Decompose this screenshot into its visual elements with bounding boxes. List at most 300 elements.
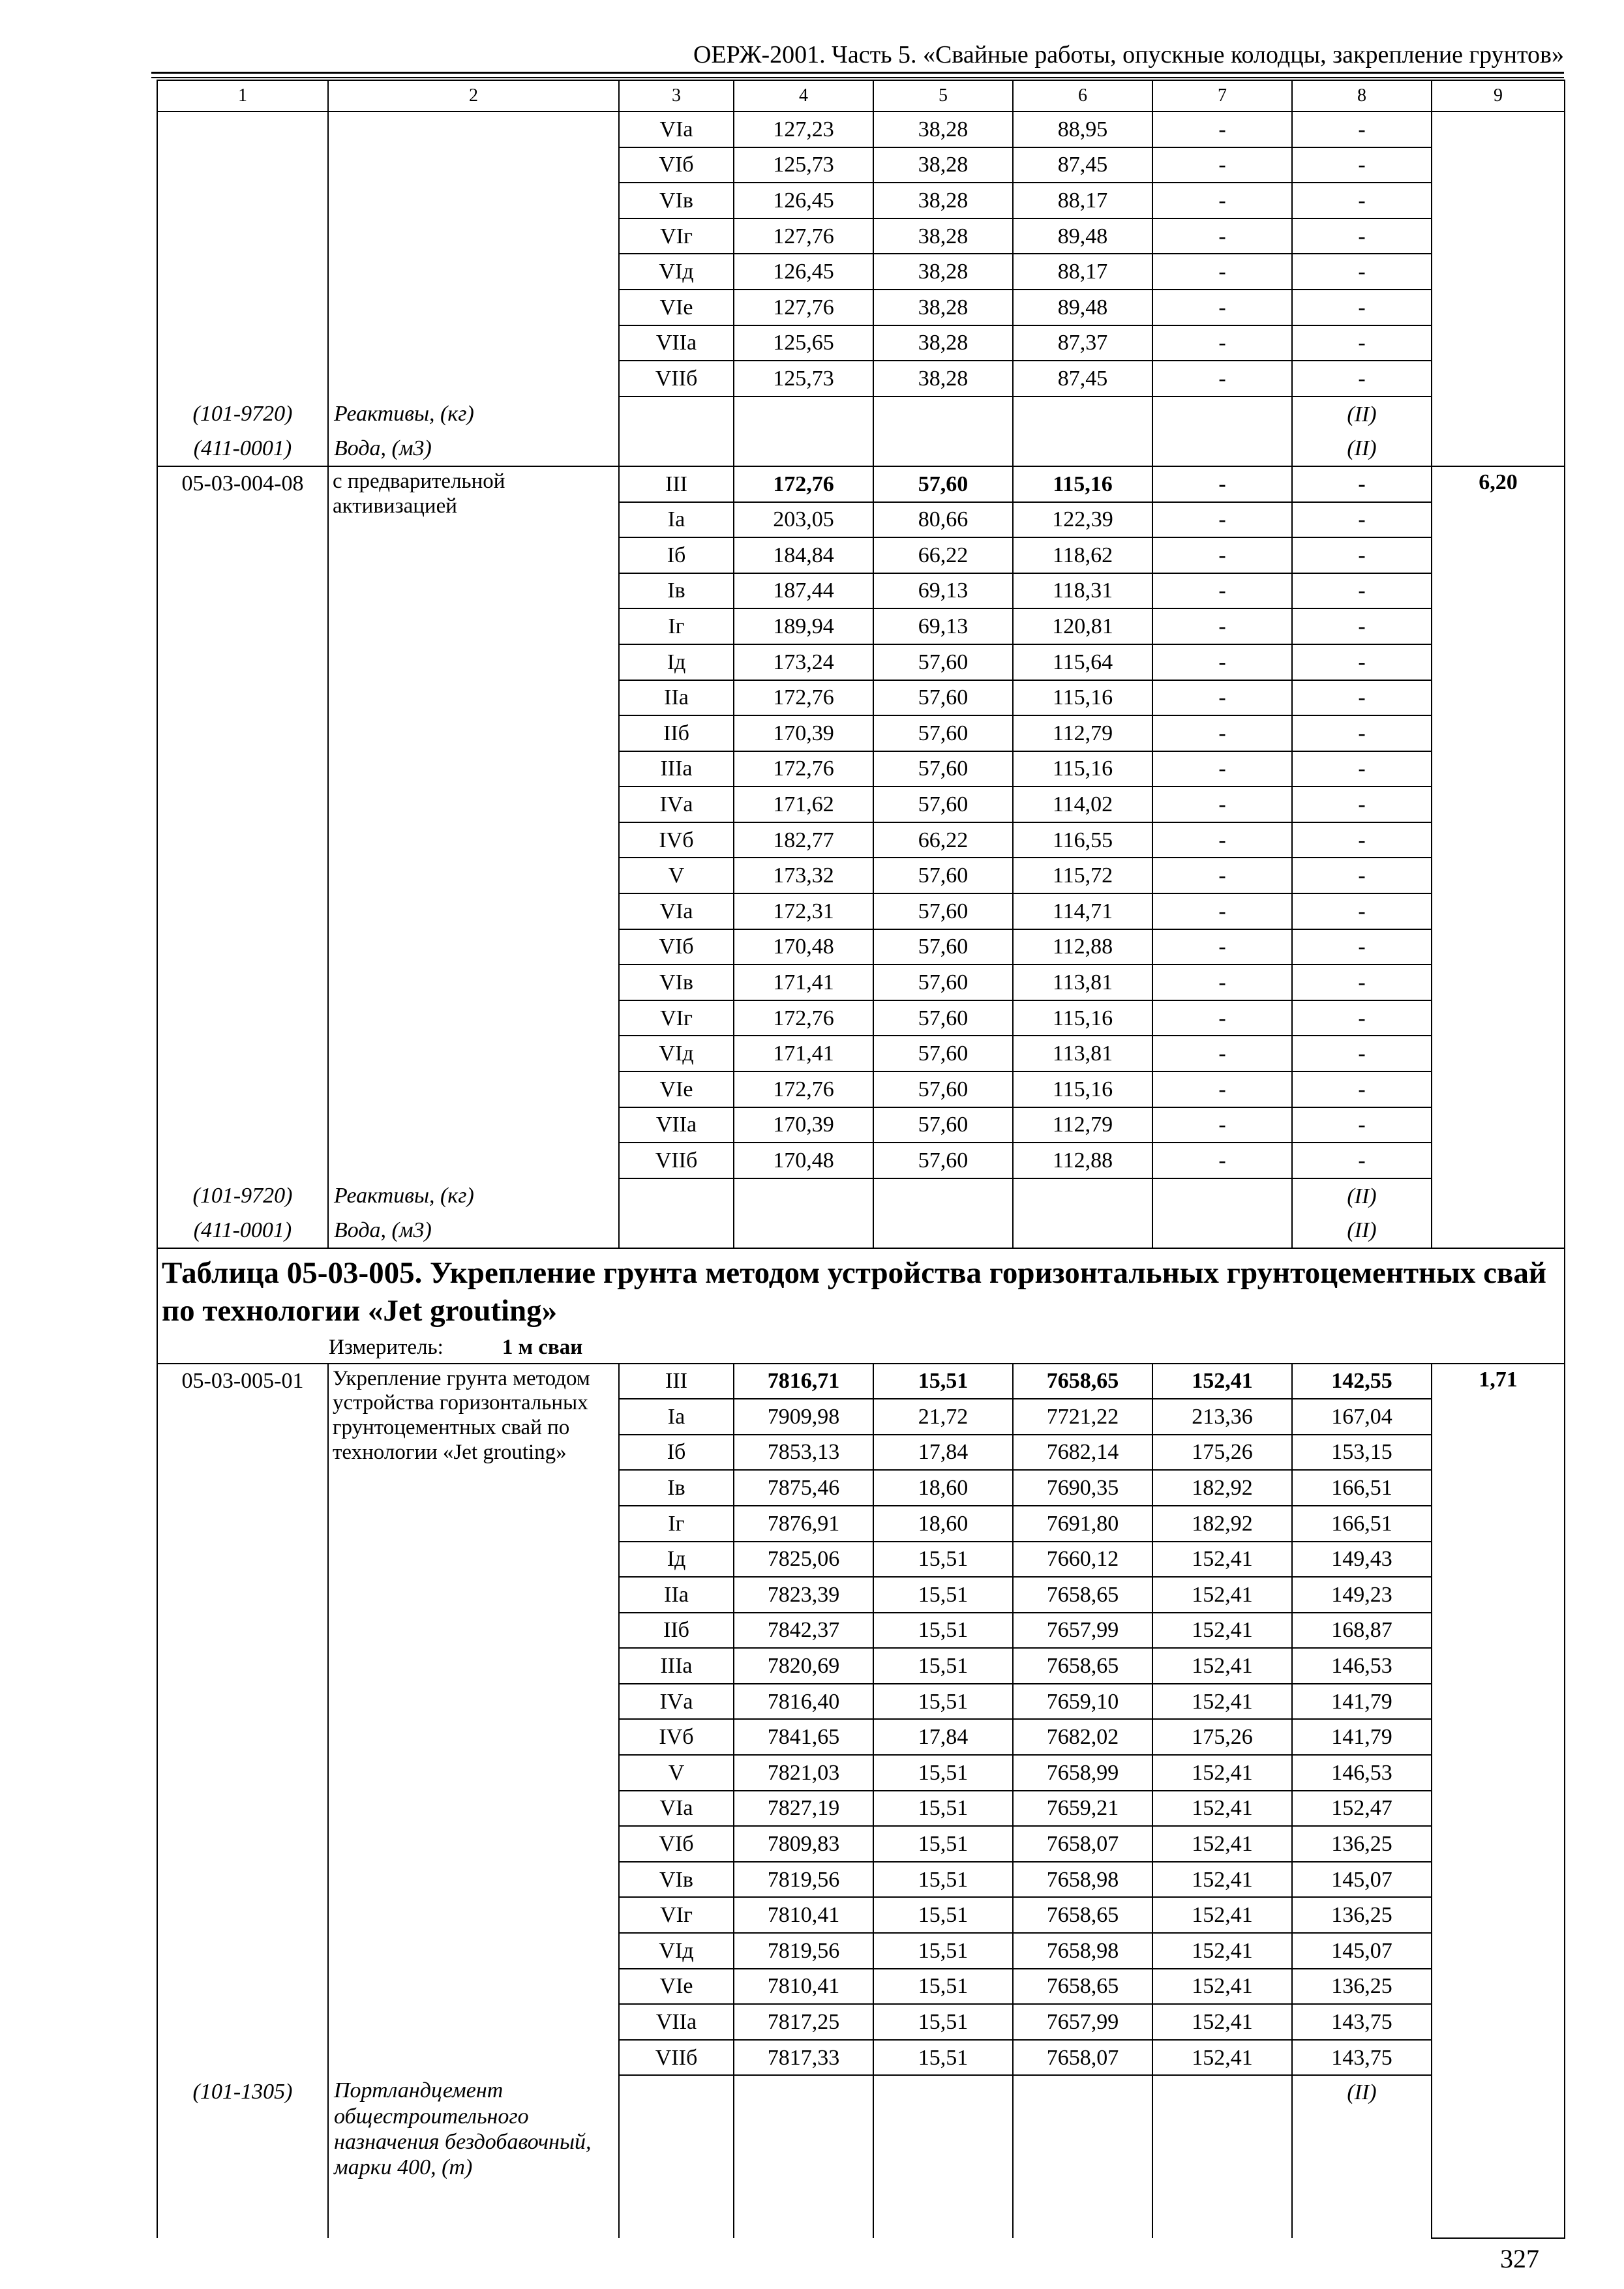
value-cell: - (1292, 254, 1432, 290)
measure (158, 1336, 1564, 1360)
region-cell: III (619, 1364, 734, 1399)
value-cell: 57,60 (873, 751, 1013, 787)
value-cell: 152,41 (1152, 1613, 1292, 1649)
value-cell: 57,60 (873, 786, 1013, 822)
value-cell: 38,28 (873, 290, 1013, 325)
value-cell: 168,87 (1292, 1613, 1432, 1649)
material-mark: (II) (1292, 396, 1432, 432)
value-cell: 7876,91 (734, 1506, 873, 1542)
region-cell: III (619, 466, 734, 502)
value-cell: 7817,33 (734, 2040, 873, 2076)
material-mark: (II) (1292, 1178, 1432, 1214)
value-cell: 184,84 (734, 537, 873, 573)
value-cell: 38,28 (873, 325, 1013, 361)
value-cell: 7816,40 (734, 1684, 873, 1720)
value-cell: 7825,06 (734, 1542, 873, 1578)
value-cell: 167,04 (1292, 1399, 1432, 1435)
value-cell: - (1152, 1071, 1292, 1107)
value-cell: 7841,65 (734, 1719, 873, 1755)
empty-cell (619, 2075, 734, 2238)
region-cell: V (619, 1755, 734, 1791)
value-cell: 149,23 (1292, 1577, 1432, 1613)
rate-row (157, 112, 1565, 147)
value-cell: 38,28 (873, 361, 1013, 396)
value-cell: 15,51 (873, 1577, 1013, 1613)
value-cell: 7810,41 (734, 1897, 873, 1933)
region-cell: VIб (619, 929, 734, 965)
value-cell: 17,84 (873, 1719, 1013, 1755)
empty-cell (1152, 2075, 1292, 2238)
value-cell: - (1152, 680, 1292, 716)
value-cell: 166,51 (1292, 1470, 1432, 1506)
value-cell: 172,76 (734, 751, 873, 787)
value-cell: 18,60 (873, 1506, 1013, 1542)
region-cell: IVа (619, 786, 734, 822)
value-cell: - (1292, 325, 1432, 361)
value-cell: - (1152, 325, 1292, 361)
region-cell: VIе (619, 1969, 734, 2005)
value-cell: 15,51 (873, 1755, 1013, 1791)
value-cell: 172,76 (734, 1071, 873, 1107)
material-mark: (II) (1292, 1213, 1432, 1248)
value-cell: - (1292, 644, 1432, 680)
value-cell: 7819,56 (734, 1862, 873, 1898)
value-cell: 172,76 (734, 1000, 873, 1036)
value-cell: 175,26 (1152, 1435, 1292, 1471)
value-cell: 38,28 (873, 218, 1013, 254)
value-cell: 182,92 (1152, 1470, 1292, 1506)
material-row (157, 2075, 1565, 2238)
value-cell: 115,16 (1013, 466, 1152, 502)
value-cell: 152,41 (1152, 1755, 1292, 1791)
value-cell: 66,22 (873, 537, 1013, 573)
region-cell: Iд (619, 1542, 734, 1578)
material-name: Вода, (м3) (328, 431, 619, 466)
value-cell: 89,48 (1013, 218, 1152, 254)
value-cell: - (1292, 680, 1432, 716)
value-cell: 112,88 (1013, 929, 1152, 965)
value-cell: - (1152, 1000, 1292, 1036)
value-cell: 7690,35 (1013, 1470, 1152, 1506)
value-cell: - (1152, 822, 1292, 858)
value-cell: 112,79 (1013, 715, 1152, 751)
value-cell: 57,60 (873, 644, 1013, 680)
labor-cost: 1,71 (1432, 1364, 1565, 2239)
value-cell: 57,60 (873, 965, 1013, 1000)
value-cell: - (1292, 183, 1432, 218)
value-cell: 7817,25 (734, 2004, 873, 2040)
rate-row (157, 466, 1565, 502)
value-cell: 170,48 (734, 1143, 873, 1178)
value-cell: 189,94 (734, 608, 873, 644)
material-row (157, 1178, 1565, 1214)
value-cell: - (1292, 893, 1432, 929)
empty-cell (873, 2075, 1013, 2238)
value-cell: 7658,65 (1013, 1364, 1152, 1399)
value-cell: 152,41 (1152, 1648, 1292, 1684)
value-cell: 7682,14 (1013, 1435, 1152, 1471)
material-mark: (II) (1292, 2075, 1432, 2238)
value-cell: 112,79 (1013, 1107, 1152, 1143)
value-cell: 152,41 (1152, 1364, 1292, 1399)
value-cell: 118,31 (1013, 573, 1152, 609)
region-cell: VIIб (619, 361, 734, 396)
value-cell: - (1292, 1000, 1432, 1036)
value-cell: 173,32 (734, 858, 873, 893)
region-cell: IVб (619, 1719, 734, 1755)
value-cell: 171,41 (734, 1036, 873, 1071)
empty-cell (734, 396, 873, 432)
rate-description: с предварительной активизацией (328, 466, 619, 1178)
value-cell: 7657,99 (1013, 2004, 1152, 2040)
value-cell: 66,22 (873, 822, 1013, 858)
value-cell: 115,16 (1013, 1000, 1152, 1036)
region-cell: Iа (619, 1399, 734, 1435)
value-cell: 7682,02 (1013, 1719, 1152, 1755)
value-cell: - (1152, 1036, 1292, 1071)
value-cell: 7657,99 (1013, 1613, 1152, 1649)
region-cell: VIа (619, 112, 734, 147)
material-row (157, 1213, 1565, 1248)
region-cell: IIIа (619, 751, 734, 787)
value-cell: 7721,22 (1013, 1399, 1152, 1435)
value-cell: 149,43 (1292, 1542, 1432, 1578)
value-cell: 152,41 (1152, 1542, 1292, 1578)
value-cell: 152,41 (1152, 1897, 1292, 1933)
page-number: 327 (1500, 2244, 1539, 2273)
column-number-row (157, 80, 1565, 112)
region-cell: IVб (619, 822, 734, 858)
region-cell: IIIа (619, 1648, 734, 1684)
value-cell: 38,28 (873, 183, 1013, 218)
value-cell: 171,62 (734, 786, 873, 822)
region-cell: VIб (619, 147, 734, 183)
measure-cell (157, 1333, 1565, 1364)
material-mark: (II) (1292, 431, 1432, 466)
value-cell: 114,71 (1013, 893, 1152, 929)
empty-cell (734, 431, 873, 466)
value-cell: 172,31 (734, 893, 873, 929)
value-cell: - (1152, 290, 1292, 325)
value-cell: 18,60 (873, 1470, 1013, 1506)
value-cell: 115,16 (1013, 751, 1152, 787)
value-cell: 7658,65 (1013, 1969, 1152, 2005)
rates-table (157, 80, 1565, 2239)
value-cell: 127,76 (734, 290, 873, 325)
value-cell: 57,60 (873, 1107, 1013, 1143)
labor-cost: 6,20 (1432, 466, 1565, 1248)
material-code: (101-9720) (157, 396, 328, 432)
column-number: 1 (157, 80, 328, 112)
value-cell: 57,60 (873, 1143, 1013, 1178)
value-cell: 38,28 (873, 254, 1013, 290)
value-cell: 141,79 (1292, 1719, 1432, 1755)
value-cell: 15,51 (873, 1684, 1013, 1720)
table-title-row (157, 1248, 1565, 1333)
value-cell: - (1292, 537, 1432, 573)
value-cell: 172,76 (734, 680, 873, 716)
value-cell: 187,44 (734, 573, 873, 609)
empty-cell (1152, 1213, 1292, 1248)
empty-cell (734, 2075, 873, 2238)
value-cell: - (1292, 573, 1432, 609)
column-number: 3 (619, 80, 734, 112)
value-cell: 170,48 (734, 929, 873, 965)
region-cell: VIв (619, 965, 734, 1000)
value-cell: 127,76 (734, 218, 873, 254)
value-cell: 152,41 (1152, 1684, 1292, 1720)
value-cell: 113,81 (1013, 1036, 1152, 1071)
empty-cell (1152, 431, 1292, 466)
value-cell: - (1292, 786, 1432, 822)
material-name: Вода, (м3) (328, 1213, 619, 1248)
value-cell: 57,60 (873, 893, 1013, 929)
empty-cell (873, 1213, 1013, 1248)
column-number: 6 (1013, 80, 1152, 112)
value-cell: 112,88 (1013, 1143, 1152, 1178)
value-cell: - (1292, 1071, 1432, 1107)
region-cell: VIд (619, 1036, 734, 1071)
value-cell: 115,16 (1013, 1071, 1152, 1107)
value-cell: 115,64 (1013, 644, 1152, 680)
value-cell: - (1292, 965, 1432, 1000)
value-cell: 136,25 (1292, 1969, 1432, 2005)
value-cell: 38,28 (873, 147, 1013, 183)
value-cell: - (1292, 218, 1432, 254)
measure-row (157, 1333, 1565, 1364)
value-cell: 15,51 (873, 1969, 1013, 2005)
value-cell: 15,51 (873, 2004, 1013, 2040)
value-cell: 182,77 (734, 822, 873, 858)
value-cell: 15,51 (873, 1826, 1013, 1862)
value-cell: 21,72 (873, 1399, 1013, 1435)
value-cell: 152,41 (1152, 1791, 1292, 1827)
value-cell: - (1152, 466, 1292, 502)
table-title-cell (157, 1248, 1565, 1333)
value-cell: 125,65 (734, 325, 873, 361)
value-cell: 203,05 (734, 502, 873, 538)
value-cell: - (1292, 858, 1432, 893)
region-cell: IIа (619, 680, 734, 716)
value-cell: 80,66 (873, 502, 1013, 538)
value-cell: 171,41 (734, 965, 873, 1000)
value-cell: - (1292, 290, 1432, 325)
value-cell: 127,23 (734, 112, 873, 147)
value-cell: - (1152, 965, 1292, 1000)
value-cell: - (1152, 183, 1292, 218)
value-cell: 69,13 (873, 608, 1013, 644)
value-cell: - (1152, 254, 1292, 290)
value-cell: 114,02 (1013, 786, 1152, 822)
column-number: 8 (1292, 80, 1432, 112)
value-cell: - (1152, 644, 1292, 680)
value-cell: 7660,12 (1013, 1542, 1152, 1578)
value-cell: 57,60 (873, 1071, 1013, 1107)
value-cell: 7658,98 (1013, 1933, 1152, 1969)
value-cell: 175,26 (1152, 1719, 1292, 1755)
value-cell: 152,47 (1292, 1791, 1432, 1827)
region-cell: VIб (619, 1826, 734, 1862)
region-cell: Iа (619, 502, 734, 538)
rate-code: 05-03-004-08 (157, 466, 328, 1178)
value-cell: 15,51 (873, 1613, 1013, 1649)
value-cell: 57,60 (873, 715, 1013, 751)
value-cell: 152,41 (1152, 2040, 1292, 2076)
region-cell: Iд (619, 644, 734, 680)
region-cell: V (619, 858, 734, 893)
region-cell: VIе (619, 1071, 734, 1107)
region-cell: IVа (619, 1684, 734, 1720)
region-cell: VIIб (619, 1143, 734, 1178)
value-cell: 142,55 (1292, 1364, 1432, 1399)
value-cell: 125,73 (734, 361, 873, 396)
value-cell: 38,28 (873, 112, 1013, 147)
value-cell: 152,41 (1152, 1826, 1292, 1862)
value-cell: 153,15 (1292, 1435, 1432, 1471)
region-cell: Iб (619, 1435, 734, 1471)
value-cell: - (1292, 715, 1432, 751)
value-cell: - (1292, 822, 1432, 858)
value-cell: 88,95 (1013, 112, 1152, 147)
value-cell: - (1152, 893, 1292, 929)
material-code: (411-0001) (157, 1213, 328, 1248)
value-cell: 115,16 (1013, 680, 1152, 716)
value-cell: 57,60 (873, 1036, 1013, 1071)
value-cell: 7658,65 (1013, 1648, 1152, 1684)
material-row (157, 431, 1565, 466)
empty-cell (1013, 1178, 1152, 1214)
material-name: Реактивы, (кг) (328, 1178, 619, 1214)
value-cell: - (1152, 147, 1292, 183)
value-cell: 120,81 (1013, 608, 1152, 644)
value-cell: - (1152, 537, 1292, 573)
value-cell: 7823,39 (734, 1577, 873, 1613)
rate-description (328, 112, 619, 396)
value-cell: 170,39 (734, 715, 873, 751)
empty-cell (619, 431, 734, 466)
region-cell: IIа (619, 1577, 734, 1613)
value-cell: - (1152, 751, 1292, 787)
value-cell: 136,25 (1292, 1826, 1432, 1862)
value-cell: - (1152, 858, 1292, 893)
region-cell: Iг (619, 608, 734, 644)
value-cell: 122,39 (1013, 502, 1152, 538)
value-cell: 7658,65 (1013, 1577, 1152, 1613)
region-cell: VIа (619, 1791, 734, 1827)
value-cell: 116,55 (1013, 822, 1152, 858)
empty-cell (1013, 1213, 1152, 1248)
measure-unit: 1 м сваи (502, 1335, 583, 1359)
value-cell: 170,39 (734, 1107, 873, 1143)
column-number: 9 (1432, 80, 1565, 112)
value-cell: 146,53 (1292, 1648, 1432, 1684)
value-cell: 17,84 (873, 1435, 1013, 1471)
value-cell: - (1292, 361, 1432, 396)
region-cell: VIIб (619, 2040, 734, 2076)
running-header: ОЕРЖ-2001. Часть 5. «Свайные работы, опускные колодцы, закрепление грунтов» (693, 41, 1564, 68)
value-cell: 152,41 (1152, 2004, 1292, 2040)
value-cell: 7875,46 (734, 1470, 873, 1506)
value-cell: 7658,65 (1013, 1897, 1152, 1933)
value-cell: 87,45 (1013, 361, 1152, 396)
value-cell: 152,41 (1152, 1933, 1292, 1969)
table-title: Таблица 05-03-005. Укрепление грунта методом устройства горизонтальных грунтоцементных свай по технологии «Jet grouting» (162, 1256, 1546, 1328)
empty-cell (619, 396, 734, 432)
value-cell: 136,25 (1292, 1897, 1432, 1933)
region-cell: VIг (619, 218, 734, 254)
region-cell: Iг (619, 1506, 734, 1542)
header-rule-thin (151, 77, 1564, 78)
value-cell: 7658,98 (1013, 1862, 1152, 1898)
value-cell: - (1292, 147, 1432, 183)
value-cell: 7809,83 (734, 1826, 873, 1862)
value-cell: 7842,37 (734, 1613, 873, 1649)
value-cell: 57,60 (873, 929, 1013, 965)
value-cell: 7658,07 (1013, 2040, 1152, 2076)
value-cell: 7659,10 (1013, 1684, 1152, 1720)
material-code: (411-0001) (157, 431, 328, 466)
empty-cell (873, 1178, 1013, 1214)
value-cell: 213,36 (1152, 1399, 1292, 1435)
rate-code: 05-03-005-01 (157, 1364, 328, 2076)
empty-cell (734, 1213, 873, 1248)
empty-cell (1013, 396, 1152, 432)
value-cell: 87,45 (1013, 147, 1152, 183)
region-cell: VIд (619, 254, 734, 290)
value-cell: - (1152, 1143, 1292, 1178)
empty-cell (1152, 1178, 1292, 1214)
labor-cost (1432, 112, 1565, 466)
value-cell: - (1152, 502, 1292, 538)
region-cell: VIIа (619, 2004, 734, 2040)
value-cell: 15,51 (873, 1542, 1013, 1578)
value-cell: 88,17 (1013, 183, 1152, 218)
value-cell: 7827,19 (734, 1791, 873, 1827)
header-rule (151, 72, 1564, 74)
region-cell: VIа (619, 893, 734, 929)
value-cell: 7820,69 (734, 1648, 873, 1684)
rate-description: Укрепление грунта методом устройства горизонтальных грунтоцементных свай по технологии «Jet grouting» (328, 1364, 619, 2076)
value-cell: 15,51 (873, 1862, 1013, 1898)
value-cell: 125,73 (734, 147, 873, 183)
value-cell: 57,60 (873, 1000, 1013, 1036)
empty-cell (1013, 2075, 1152, 2238)
material-name: Реактивы, (кг) (328, 396, 619, 432)
value-cell: - (1292, 929, 1432, 965)
value-cell: 145,07 (1292, 1933, 1432, 1969)
region-cell: VIIа (619, 325, 734, 361)
value-cell: 7816,71 (734, 1364, 873, 1399)
material-name: Портландцемент общестроительного назначения бездобавочный, марки 400, (т) (328, 2075, 619, 2238)
value-cell: 15,51 (873, 1648, 1013, 1684)
value-cell: - (1152, 112, 1292, 147)
value-cell: - (1152, 361, 1292, 396)
measure-label: Измеритель: (329, 1335, 444, 1359)
column-number: 2 (328, 80, 619, 112)
empty-cell (619, 1178, 734, 1214)
value-cell: 15,51 (873, 1933, 1013, 1969)
value-cell: 152,41 (1152, 1577, 1292, 1613)
region-cell: IIб (619, 1613, 734, 1649)
value-cell: 88,17 (1013, 254, 1152, 290)
region-cell: VIг (619, 1897, 734, 1933)
empty-cell (873, 396, 1013, 432)
value-cell: 113,81 (1013, 965, 1152, 1000)
material-code: (101-1305) (157, 2075, 328, 2238)
value-cell: - (1292, 112, 1432, 147)
value-cell: - (1152, 715, 1292, 751)
value-cell: 172,76 (734, 466, 873, 502)
